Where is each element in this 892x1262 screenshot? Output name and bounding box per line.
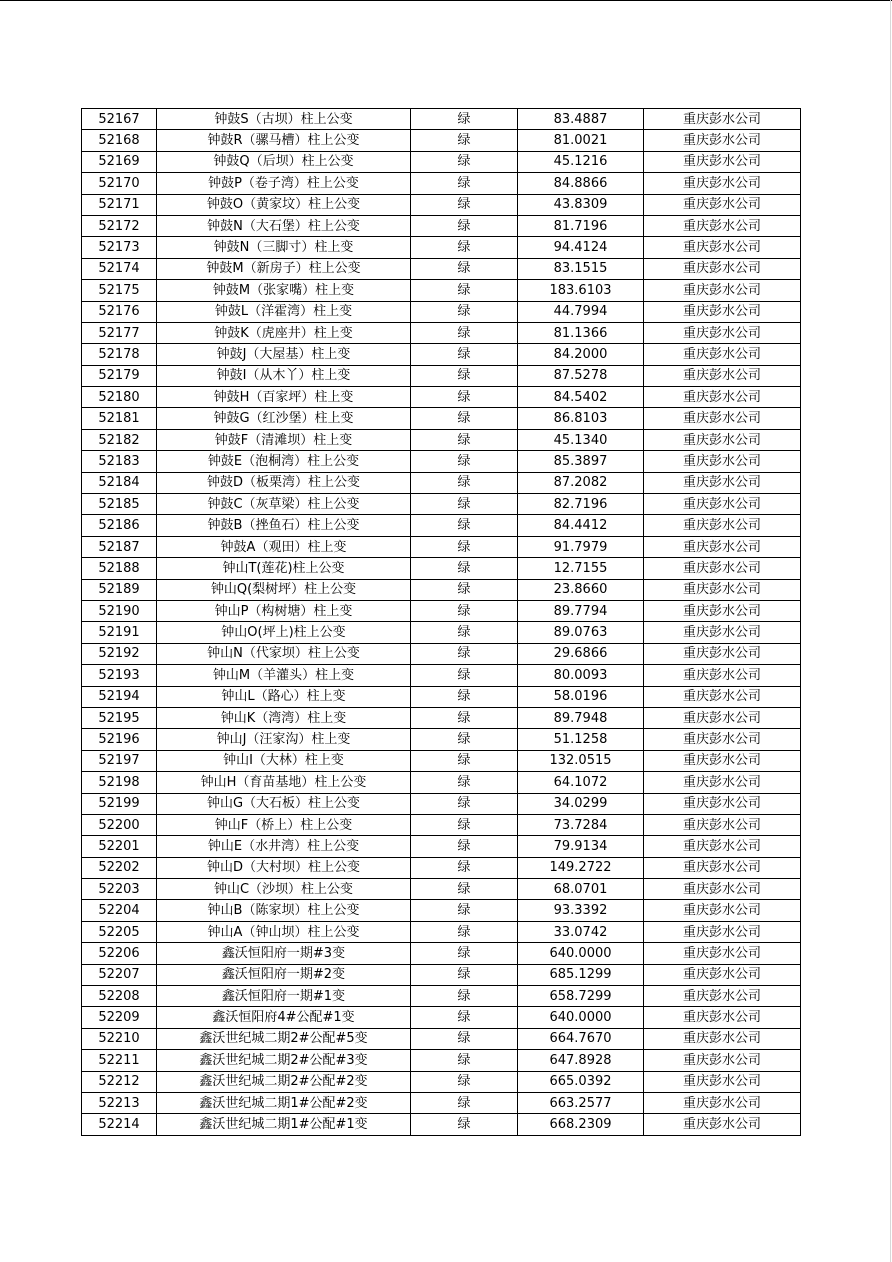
transformer-name-cell: 钟山P（构树塘）柱上变: [157, 600, 411, 621]
row-id-cell: 52168: [82, 130, 157, 151]
company-cell: 重庆彭水公司: [644, 130, 801, 151]
value-cell: 23.8660: [518, 579, 644, 600]
status-cell: 绿: [411, 215, 518, 236]
company-cell: 重庆彭水公司: [644, 215, 801, 236]
row-id-cell: 52181: [82, 408, 157, 429]
value-cell: 45.1340: [518, 429, 644, 450]
value-cell: 51.1258: [518, 729, 644, 750]
transformer-name-cell: 钟鼓N（大石堡）柱上公变: [157, 215, 411, 236]
status-cell: 绿: [411, 387, 518, 408]
company-cell: 重庆彭水公司: [644, 772, 801, 793]
table-row: [82, 194, 801, 215]
value-cell: 658.7299: [518, 986, 644, 1007]
transformer-name-cell: 鑫沃世纪城二期2#公配#2变: [157, 1071, 411, 1092]
transformer-name-cell: 钟鼓L（洋霍湾）柱上变: [157, 301, 411, 322]
company-cell: 重庆彭水公司: [644, 643, 801, 664]
table-row: [82, 365, 801, 386]
status-cell: 绿: [411, 558, 518, 579]
table-row: [82, 964, 801, 985]
row-id-cell: 52191: [82, 622, 157, 643]
page-top-border: [0, 0, 892, 1]
table-row: [82, 750, 801, 771]
status-cell: 绿: [411, 1007, 518, 1028]
company-cell: 重庆彭水公司: [644, 943, 801, 964]
status-cell: 绿: [411, 365, 518, 386]
value-cell: 83.1515: [518, 258, 644, 279]
status-cell: 绿: [411, 643, 518, 664]
table-row: [82, 1028, 801, 1049]
company-cell: 重庆彭水公司: [644, 408, 801, 429]
status-cell: 绿: [411, 622, 518, 643]
company-cell: 重庆彭水公司: [644, 879, 801, 900]
value-cell: 43.8309: [518, 194, 644, 215]
row-id-cell: 52183: [82, 451, 157, 472]
status-cell: 绿: [411, 237, 518, 258]
table-row: [82, 472, 801, 493]
table-row: [82, 322, 801, 343]
row-id-cell: 52187: [82, 536, 157, 557]
company-cell: 重庆彭水公司: [644, 558, 801, 579]
status-cell: 绿: [411, 1050, 518, 1071]
value-cell: 33.0742: [518, 921, 644, 942]
row-id-cell: 52170: [82, 173, 157, 194]
company-cell: 重庆彭水公司: [644, 280, 801, 301]
table-body: [82, 109, 801, 1136]
transformer-name-cell: 钟山H（育苗基地）柱上公变: [157, 772, 411, 793]
status-cell: 绿: [411, 472, 518, 493]
row-id-cell: 52203: [82, 879, 157, 900]
row-id-cell: 52204: [82, 900, 157, 921]
row-id-cell: 52198: [82, 772, 157, 793]
company-cell: 重庆彭水公司: [644, 622, 801, 643]
page-right-edge: [890, 0, 891, 1262]
company-cell: 重庆彭水公司: [644, 1114, 801, 1135]
table-row: [82, 814, 801, 835]
row-id-cell: 52193: [82, 665, 157, 686]
value-cell: 84.5402: [518, 387, 644, 408]
status-cell: 绿: [411, 429, 518, 450]
company-cell: 重庆彭水公司: [644, 365, 801, 386]
row-id-cell: 52179: [82, 365, 157, 386]
status-cell: 绿: [411, 451, 518, 472]
table-row: [82, 408, 801, 429]
company-cell: 重庆彭水公司: [644, 857, 801, 878]
company-cell: 重庆彭水公司: [644, 472, 801, 493]
row-id-cell: 52209: [82, 1007, 157, 1028]
transformer-name-cell: 钟山D（大村坝）柱上公变: [157, 857, 411, 878]
transformer-name-cell: 钟鼓M（张家嘴）柱上变: [157, 280, 411, 301]
status-cell: 绿: [411, 109, 518, 130]
table-row: [82, 515, 801, 536]
transformer-name-cell: 鑫沃恒阳府一期#1变: [157, 986, 411, 1007]
transformer-name-cell: 鑫沃恒阳府一期#3变: [157, 943, 411, 964]
value-cell: 89.0763: [518, 622, 644, 643]
transformer-name-cell: 钟山C（沙坝）柱上公变: [157, 879, 411, 900]
status-cell: 绿: [411, 408, 518, 429]
status-cell: 绿: [411, 258, 518, 279]
row-id-cell: 52196: [82, 729, 157, 750]
company-cell: 重庆彭水公司: [644, 900, 801, 921]
table-row: [82, 1050, 801, 1071]
value-cell: 58.0196: [518, 686, 644, 707]
table-row: [82, 643, 801, 664]
company-cell: 重庆彭水公司: [644, 387, 801, 408]
value-cell: 79.9134: [518, 836, 644, 857]
table-row: [82, 451, 801, 472]
table-row: [82, 1114, 801, 1135]
row-id-cell: 52175: [82, 280, 157, 301]
status-cell: 绿: [411, 1114, 518, 1135]
value-cell: 668.2309: [518, 1114, 644, 1135]
status-cell: 绿: [411, 194, 518, 215]
status-cell: 绿: [411, 750, 518, 771]
transformer-name-cell: 钟鼓K（虎座井）柱上变: [157, 322, 411, 343]
row-id-cell: 52176: [82, 301, 157, 322]
table-row: [82, 707, 801, 728]
row-id-cell: 52188: [82, 558, 157, 579]
row-id-cell: 52180: [82, 387, 157, 408]
company-cell: 重庆彭水公司: [644, 986, 801, 1007]
table-row: [82, 301, 801, 322]
table-row: [82, 921, 801, 942]
value-cell: 84.8866: [518, 173, 644, 194]
value-cell: 685.1299: [518, 964, 644, 985]
company-cell: 重庆彭水公司: [644, 793, 801, 814]
row-id-cell: 52213: [82, 1092, 157, 1113]
table-row: [82, 494, 801, 515]
table-row: [82, 130, 801, 151]
transformer-name-cell: 鑫沃恒阳府4#公配#1变: [157, 1007, 411, 1028]
table-row: [82, 900, 801, 921]
status-cell: 绿: [411, 836, 518, 857]
transformer-name-cell: 钟鼓E（泡桐湾）柱上公变: [157, 451, 411, 472]
status-cell: 绿: [411, 494, 518, 515]
company-cell: 重庆彭水公司: [644, 536, 801, 557]
table-row: [82, 600, 801, 621]
status-cell: 绿: [411, 879, 518, 900]
value-cell: 640.0000: [518, 943, 644, 964]
row-id-cell: 52192: [82, 643, 157, 664]
row-id-cell: 52205: [82, 921, 157, 942]
status-cell: 绿: [411, 943, 518, 964]
row-id-cell: 52197: [82, 750, 157, 771]
company-cell: 重庆彭水公司: [644, 964, 801, 985]
company-cell: 重庆彭水公司: [644, 109, 801, 130]
value-cell: 84.2000: [518, 344, 644, 365]
status-cell: 绿: [411, 986, 518, 1007]
table-row: [82, 558, 801, 579]
row-id-cell: 52200: [82, 814, 157, 835]
value-cell: 89.7794: [518, 600, 644, 621]
value-cell: 81.0021: [518, 130, 644, 151]
transformer-name-cell: 钟山A（钟山坝）柱上公变: [157, 921, 411, 942]
value-cell: 87.5278: [518, 365, 644, 386]
company-cell: 重庆彭水公司: [644, 836, 801, 857]
table-row: [82, 173, 801, 194]
table-row: [82, 1071, 801, 1092]
company-cell: 重庆彭水公司: [644, 344, 801, 365]
row-id-cell: 52206: [82, 943, 157, 964]
company-cell: 重庆彭水公司: [644, 600, 801, 621]
status-cell: 绿: [411, 173, 518, 194]
row-id-cell: 52199: [82, 793, 157, 814]
table-row: [82, 879, 801, 900]
company-cell: 重庆彭水公司: [644, 237, 801, 258]
value-cell: 664.7670: [518, 1028, 644, 1049]
table-row: [82, 622, 801, 643]
row-id-cell: 52178: [82, 344, 157, 365]
company-cell: 重庆彭水公司: [644, 173, 801, 194]
company-cell: 重庆彭水公司: [644, 451, 801, 472]
transformer-name-cell: 钟山B（陈家坝）柱上公变: [157, 900, 411, 921]
row-id-cell: 52201: [82, 836, 157, 857]
status-cell: 绿: [411, 579, 518, 600]
status-cell: 绿: [411, 130, 518, 151]
value-cell: 64.1072: [518, 772, 644, 793]
transformer-name-cell: 钟山N（代家坝）柱上公变: [157, 643, 411, 664]
row-id-cell: 52214: [82, 1114, 157, 1135]
transformer-name-cell: 钟鼓N（三脚寸）柱上变: [157, 237, 411, 258]
transformer-name-cell: 钟鼓I（从木丫）柱上变: [157, 365, 411, 386]
value-cell: 149.2722: [518, 857, 644, 878]
value-cell: 94.4124: [518, 237, 644, 258]
company-cell: 重庆彭水公司: [644, 686, 801, 707]
row-id-cell: 52212: [82, 1071, 157, 1092]
transformer-name-cell: 鑫沃恒阳府一期#2变: [157, 964, 411, 985]
transformer-name-cell: 钟山E（水井湾）柱上公变: [157, 836, 411, 857]
table-row: [82, 215, 801, 236]
table-row: [82, 665, 801, 686]
table-row: [82, 258, 801, 279]
status-cell: 绿: [411, 857, 518, 878]
transformer-name-cell: 钟山T(莲花)柱上公变: [157, 558, 411, 579]
company-cell: 重庆彭水公司: [644, 1007, 801, 1028]
value-cell: 68.0701: [518, 879, 644, 900]
row-id-cell: 52185: [82, 494, 157, 515]
company-cell: 重庆彭水公司: [644, 579, 801, 600]
status-cell: 绿: [411, 344, 518, 365]
status-cell: 绿: [411, 600, 518, 621]
row-id-cell: 52173: [82, 237, 157, 258]
row-id-cell: 52211: [82, 1050, 157, 1071]
row-id-cell: 52195: [82, 707, 157, 728]
table-row: [82, 986, 801, 1007]
table-row: [82, 387, 801, 408]
row-id-cell: 52172: [82, 215, 157, 236]
status-cell: 绿: [411, 900, 518, 921]
transformer-name-cell: 钟鼓A（观田）柱上变: [157, 536, 411, 557]
company-cell: 重庆彭水公司: [644, 814, 801, 835]
company-cell: 重庆彭水公司: [644, 322, 801, 343]
transformer-name-cell: 钟鼓P（卷子湾）柱上公变: [157, 173, 411, 194]
transformer-name-cell: 钟山F（桥上）柱上公变: [157, 814, 411, 835]
transformer-name-cell: 钟山G（大石板）柱上公变: [157, 793, 411, 814]
status-cell: 绿: [411, 729, 518, 750]
value-cell: 45.1216: [518, 151, 644, 172]
transformer-name-cell: 钟鼓O（黄家坟）柱上公变: [157, 194, 411, 215]
value-cell: 34.0299: [518, 793, 644, 814]
value-cell: 89.7948: [518, 707, 644, 728]
table-row: [82, 280, 801, 301]
transformer-name-cell: 鑫沃世纪城二期2#公配#3变: [157, 1050, 411, 1071]
table-row: [82, 429, 801, 450]
company-cell: 重庆彭水公司: [644, 1028, 801, 1049]
row-id-cell: 52189: [82, 579, 157, 600]
status-cell: 绿: [411, 964, 518, 985]
table-row: [82, 344, 801, 365]
value-cell: 80.0093: [518, 665, 644, 686]
table-row: [82, 151, 801, 172]
transformer-name-cell: 鑫沃世纪城二期1#公配#1变: [157, 1114, 411, 1135]
status-cell: 绿: [411, 707, 518, 728]
status-cell: 绿: [411, 151, 518, 172]
company-cell: 重庆彭水公司: [644, 194, 801, 215]
status-cell: 绿: [411, 1092, 518, 1113]
status-cell: 绿: [411, 665, 518, 686]
row-id-cell: 52190: [82, 600, 157, 621]
status-cell: 绿: [411, 301, 518, 322]
company-cell: 重庆彭水公司: [644, 1071, 801, 1092]
row-id-cell: 52171: [82, 194, 157, 215]
company-cell: 重庆彭水公司: [644, 151, 801, 172]
status-cell: 绿: [411, 814, 518, 835]
table-row: [82, 1007, 801, 1028]
value-cell: 87.2082: [518, 472, 644, 493]
transformer-name-cell: 鑫沃世纪城二期1#公配#2变: [157, 1092, 411, 1113]
row-id-cell: 52182: [82, 429, 157, 450]
transformer-name-cell: 钟山J（汪家沟）柱上变: [157, 729, 411, 750]
table-row: [82, 686, 801, 707]
row-id-cell: 52208: [82, 986, 157, 1007]
value-cell: 663.2577: [518, 1092, 644, 1113]
transformer-name-cell: 钟山M（羊灌头）柱上变: [157, 665, 411, 686]
row-id-cell: 52167: [82, 109, 157, 130]
company-cell: 重庆彭水公司: [644, 729, 801, 750]
row-id-cell: 52177: [82, 322, 157, 343]
company-cell: 重庆彭水公司: [644, 494, 801, 515]
transformer-name-cell: 钟鼓R（骡马槽）柱上公变: [157, 130, 411, 151]
value-cell: 29.6866: [518, 643, 644, 664]
row-id-cell: 52169: [82, 151, 157, 172]
table-row: [82, 729, 801, 750]
row-id-cell: 52186: [82, 515, 157, 536]
table-row: [82, 857, 801, 878]
value-cell: 132.0515: [518, 750, 644, 771]
table-row: [82, 772, 801, 793]
status-cell: 绿: [411, 322, 518, 343]
status-cell: 绿: [411, 793, 518, 814]
transformer-name-cell: 钟山L（路心）柱上变: [157, 686, 411, 707]
status-cell: 绿: [411, 921, 518, 942]
status-cell: 绿: [411, 1028, 518, 1049]
status-cell: 绿: [411, 686, 518, 707]
table-row: [82, 793, 801, 814]
transformer-name-cell: 钟山K（湾湾）柱上变: [157, 707, 411, 728]
row-id-cell: 52210: [82, 1028, 157, 1049]
row-id-cell: 52202: [82, 857, 157, 878]
table-row: [82, 237, 801, 258]
transformer-name-cell: 钟鼓C（灰草梁）柱上公变: [157, 494, 411, 515]
company-cell: 重庆彭水公司: [644, 665, 801, 686]
transformer-name-cell: 钟鼓D（板栗湾）柱上公变: [157, 472, 411, 493]
transformer-name-cell: 钟山Q(梨树坪）柱上公变: [157, 579, 411, 600]
status-cell: 绿: [411, 280, 518, 301]
company-cell: 重庆彭水公司: [644, 921, 801, 942]
transformer-name-cell: 钟鼓G（红沙堡）柱上变: [157, 408, 411, 429]
table-row: [82, 536, 801, 557]
value-cell: 86.8103: [518, 408, 644, 429]
transformer-name-cell: 钟鼓B（挫鱼石）柱上公变: [157, 515, 411, 536]
transformer-name-cell: 钟鼓F（清滩坝）柱上变: [157, 429, 411, 450]
value-cell: 81.7196: [518, 215, 644, 236]
table-row: [82, 943, 801, 964]
row-id-cell: 52194: [82, 686, 157, 707]
transformer-name-cell: 钟鼓Q（后坝）柱上公变: [157, 151, 411, 172]
transformer-name-cell: 鑫沃世纪城二期2#公配#5变: [157, 1028, 411, 1049]
value-cell: 84.4412: [518, 515, 644, 536]
status-cell: 绿: [411, 515, 518, 536]
value-cell: 73.7284: [518, 814, 644, 835]
company-cell: 重庆彭水公司: [644, 301, 801, 322]
value-cell: 12.7155: [518, 558, 644, 579]
status-cell: 绿: [411, 772, 518, 793]
transformer-name-cell: 钟鼓H（百家坪）柱上变: [157, 387, 411, 408]
table-row: [82, 836, 801, 857]
status-cell: 绿: [411, 536, 518, 557]
value-cell: 183.6103: [518, 280, 644, 301]
row-id-cell: 52174: [82, 258, 157, 279]
company-cell: 重庆彭水公司: [644, 707, 801, 728]
transformer-name-cell: 钟山I（大林）柱上变: [157, 750, 411, 771]
row-id-cell: 52184: [82, 472, 157, 493]
status-cell: 绿: [411, 1071, 518, 1092]
value-cell: 85.3897: [518, 451, 644, 472]
company-cell: 重庆彭水公司: [644, 258, 801, 279]
transformer-name-cell: 钟鼓J（大屋基）柱上变: [157, 344, 411, 365]
value-cell: 83.4887: [518, 109, 644, 130]
row-id-cell: 52207: [82, 964, 157, 985]
value-cell: 82.7196: [518, 494, 644, 515]
table-row: [82, 109, 801, 130]
company-cell: 重庆彭水公司: [644, 1050, 801, 1071]
table-row: [82, 579, 801, 600]
value-cell: 640.0000: [518, 1007, 644, 1028]
transformer-name-cell: 钟鼓S（古坝）柱上公变: [157, 109, 411, 130]
company-cell: 重庆彭水公司: [644, 1092, 801, 1113]
transformer-table: [81, 108, 801, 1136]
value-cell: 665.0392: [518, 1071, 644, 1092]
company-cell: 重庆彭水公司: [644, 515, 801, 536]
table-row: [82, 1092, 801, 1113]
value-cell: 81.1366: [518, 322, 644, 343]
value-cell: 44.7994: [518, 301, 644, 322]
transformer-name-cell: 钟山O(坪上)柱上公变: [157, 622, 411, 643]
company-cell: 重庆彭水公司: [644, 429, 801, 450]
value-cell: 647.8928: [518, 1050, 644, 1071]
transformer-name-cell: 钟鼓M（新房子）柱上公变: [157, 258, 411, 279]
company-cell: 重庆彭水公司: [644, 750, 801, 771]
value-cell: 93.3392: [518, 900, 644, 921]
value-cell: 91.7979: [518, 536, 644, 557]
